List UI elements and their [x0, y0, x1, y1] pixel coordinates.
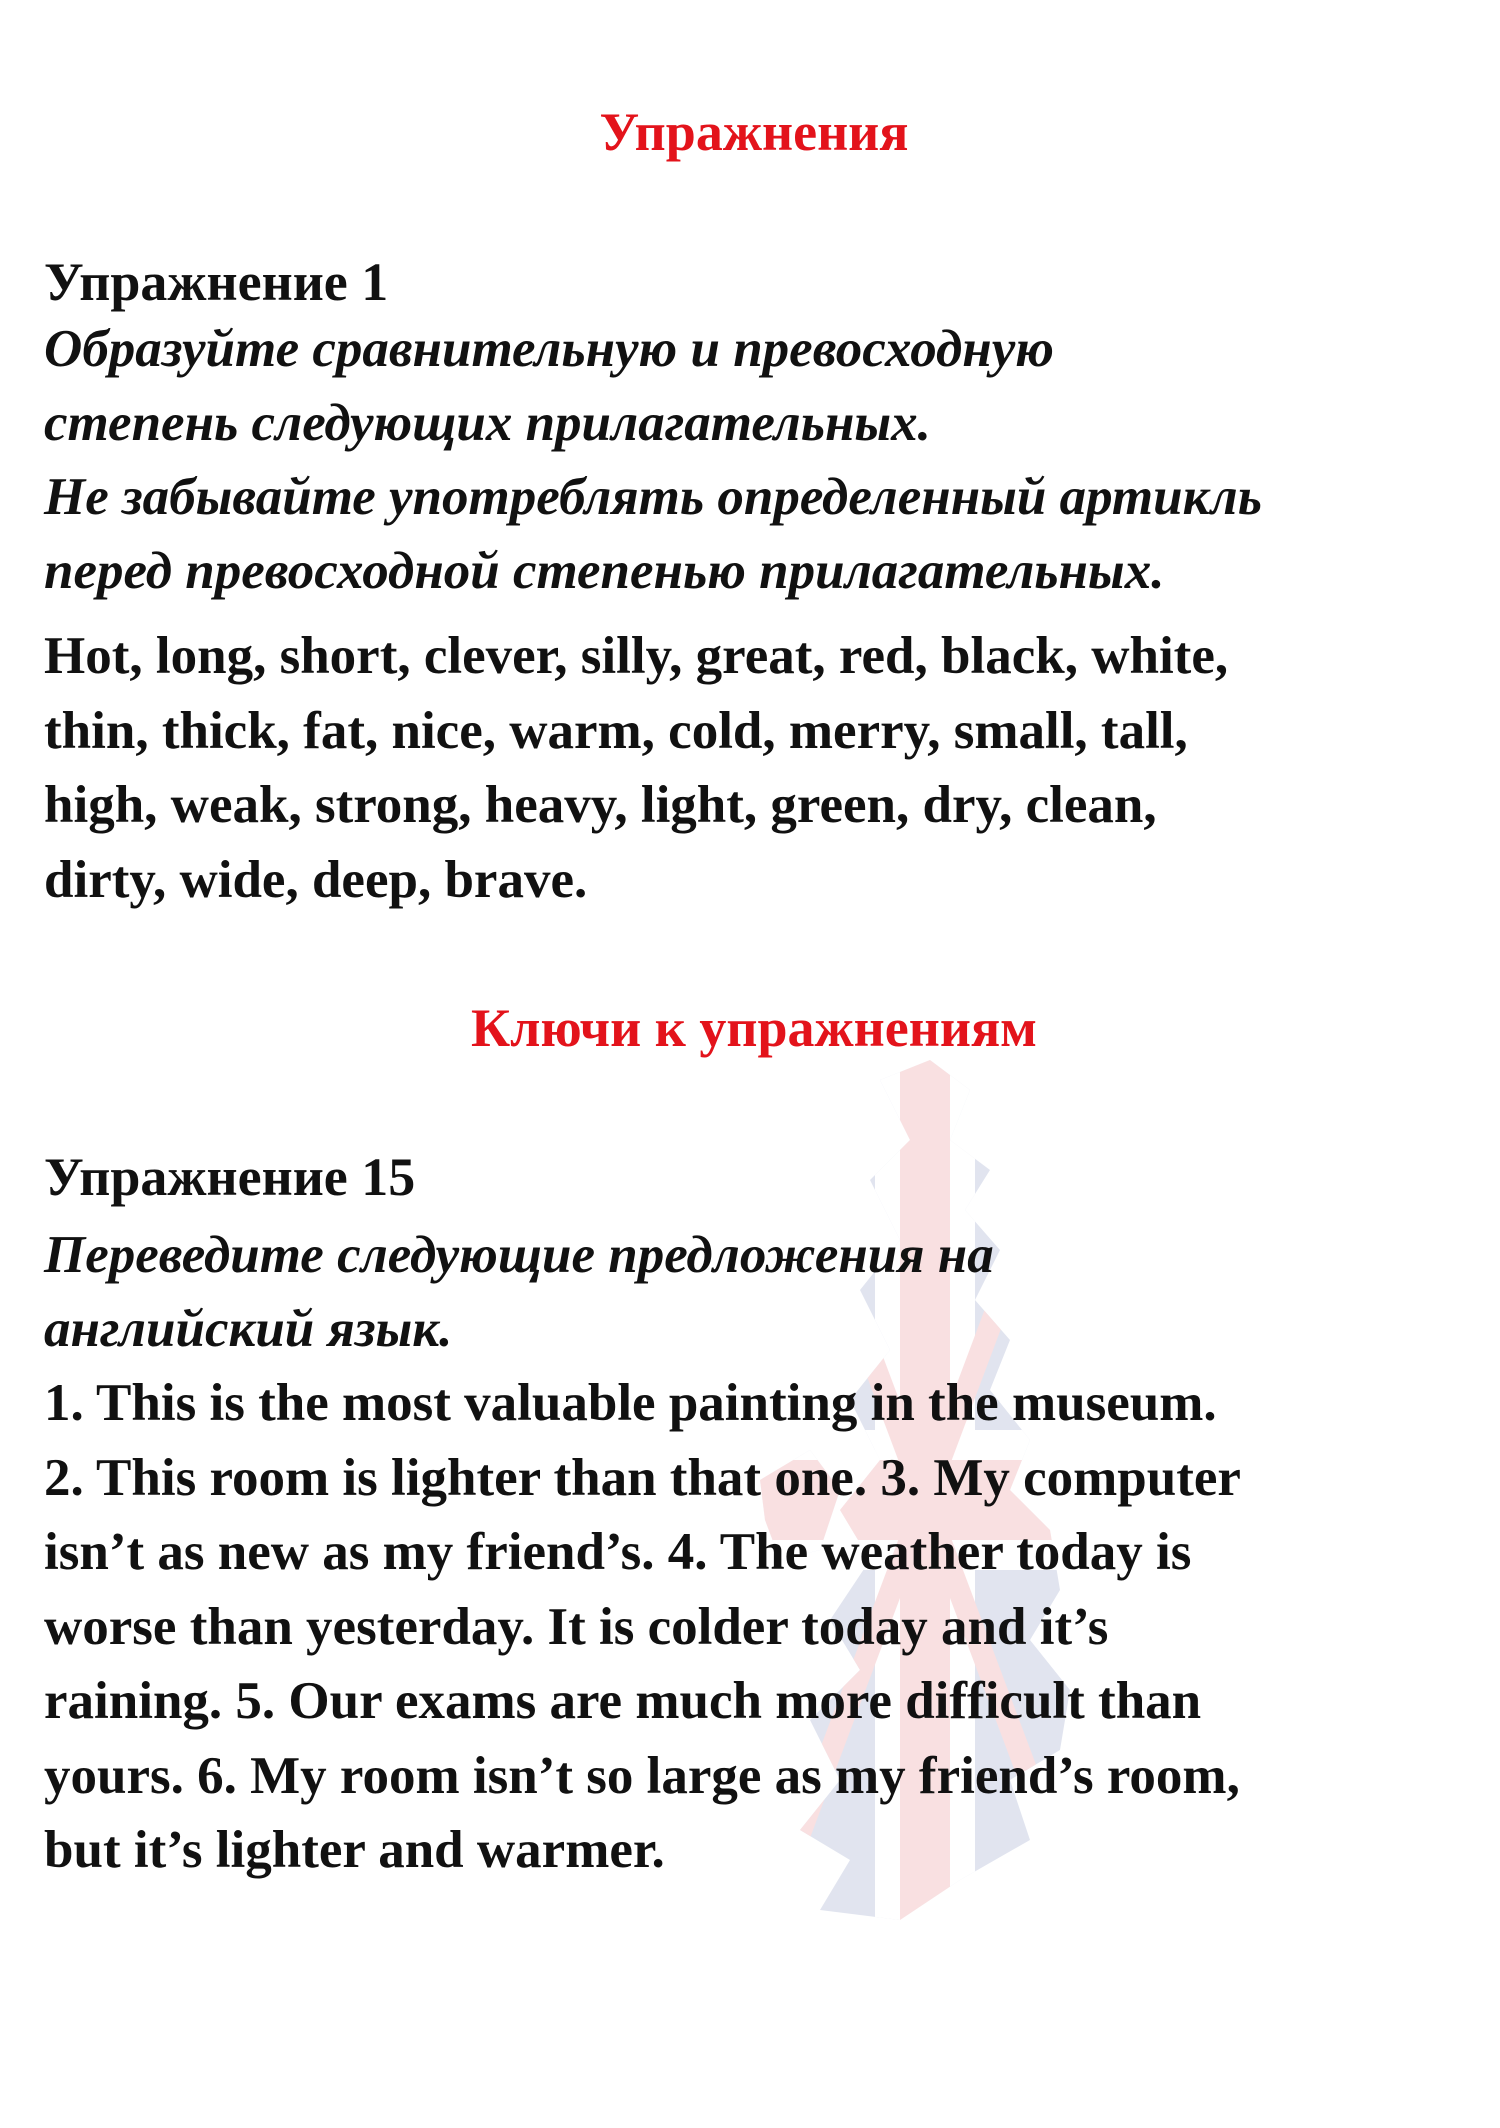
instruction-line: Не забывайте употреблять определенный артикль [44, 468, 1262, 526]
exercise-1-instruction [44, 312, 1464, 608]
exercise-15-answers [44, 1366, 1474, 1888]
instruction-line: перед превосходной степенью прилагательных. [44, 542, 1165, 600]
exercise-1-heading: Упражнение 1 [44, 252, 389, 312]
instruction-line: степень следующих прилагательных. [44, 394, 931, 452]
answer-line: 2. This room is lighter than that one. 3. My computer [44, 1448, 1241, 1507]
answer-line: yours. 6. My room isn’t so large as my friend’s room, [44, 1746, 1240, 1805]
instruction-line: английский язык. [44, 1300, 453, 1358]
instruction-line: Образуйте сравнительную и превосходную [44, 320, 1054, 378]
words-line: dirty, wide, deep, brave. [44, 850, 588, 909]
answer-line: raining. 5. Our exams are much more difficult than [44, 1672, 1202, 1730]
instruction-line: Переведите следующие предложения на [44, 1226, 994, 1284]
words-line: Hot, long, short, clever, silly, great, red, black, white, [44, 627, 1229, 685]
exercise-15-instruction [44, 1218, 1464, 1366]
answer-line: worse than yesterday. It is colder today and it’s [44, 1597, 1109, 1656]
keys-title: Ключи к упражнениям [471, 998, 1037, 1058]
exercise-1-words [44, 619, 1474, 917]
answer-line: 1. This is the most valuable painting in the museum. [44, 1374, 1217, 1432]
page-title: Упражнения [599, 102, 909, 162]
words-line: thin, thick, fat, nice, warm, cold, merry, small, tall, [44, 701, 1188, 760]
answer-line: isn’t as new as my friend’s. 4. The weather today is [44, 1523, 1192, 1581]
exercise-15-heading: Упражнение 15 [44, 1147, 416, 1207]
words-line: high, weak, strong, heavy, light, green, dry, clean, [44, 776, 1157, 834]
answer-line: but it’s lighter and warmer. [44, 1821, 665, 1879]
